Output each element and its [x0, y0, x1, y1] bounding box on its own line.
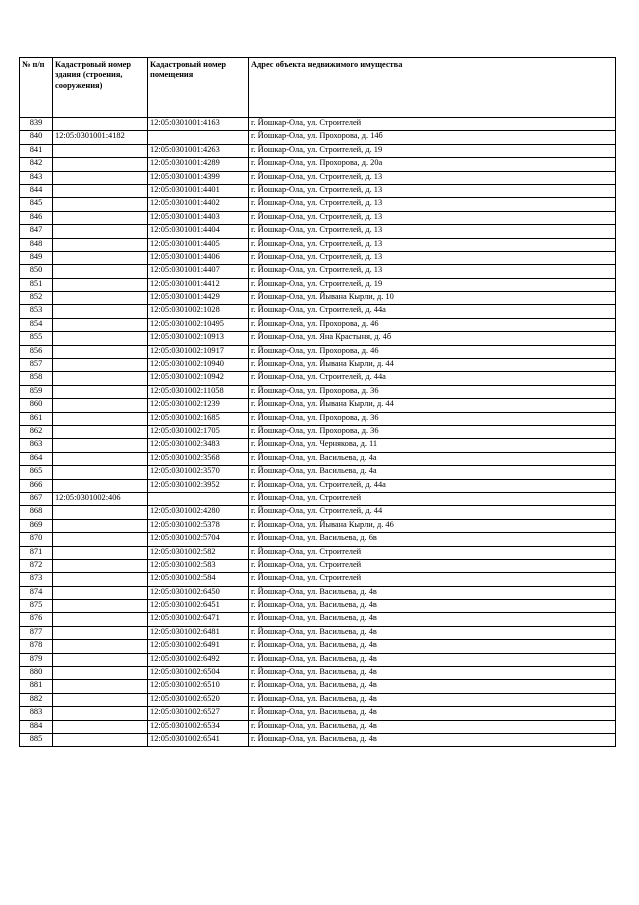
cell-number: 875 — [20, 600, 53, 613]
table-row — [20, 399, 616, 412]
cell-number: 873 — [20, 573, 53, 586]
cell-premises-cadastral: 12:05:0301002:1685 — [148, 412, 249, 425]
cell-premises-cadastral: 12:05:0301001:4401 — [148, 184, 249, 197]
table-header — [20, 58, 616, 118]
table-row — [20, 144, 616, 157]
cell-premises-cadastral: 12:05:0301002:6534 — [148, 720, 249, 733]
cell-premises-cadastral: 12:05:0301002:10940 — [148, 359, 249, 372]
cell-number: 880 — [20, 667, 53, 680]
cell-number: 842 — [20, 158, 53, 171]
cell-building-cadastral: 12:05:0301001:4182 — [53, 131, 148, 144]
cell-premises-cadastral: 12:05:0301002:582 — [148, 546, 249, 559]
header-premises-cadastral: Кадастровый номер помещения — [148, 58, 249, 118]
cell-address: г. Йошкар-Ола, ул. Строителей — [249, 559, 616, 572]
cell-building-cadastral — [53, 118, 148, 131]
cell-number: 870 — [20, 533, 53, 546]
cell-number: 846 — [20, 211, 53, 224]
table-row — [20, 506, 616, 519]
cell-address: г. Йошкар-Ола, ул. Прохорова, д. 14б — [249, 131, 616, 144]
cell-number: 840 — [20, 131, 53, 144]
cell-building-cadastral — [53, 359, 148, 372]
cell-number: 851 — [20, 278, 53, 291]
cell-premises-cadastral: 12:05:0301002:6527 — [148, 707, 249, 720]
cell-building-cadastral — [53, 667, 148, 680]
cell-premises-cadastral: 12:05:0301001:4404 — [148, 225, 249, 238]
table-row — [20, 332, 616, 345]
cell-address: г. Йошкар-Ола, ул. Строителей — [249, 546, 616, 559]
cell-number: 876 — [20, 613, 53, 626]
cell-building-cadastral — [53, 158, 148, 171]
table-row — [20, 158, 616, 171]
cell-address: г. Йошкар-Ола, ул. Йывана Кырли, д. 44 — [249, 399, 616, 412]
cell-premises-cadastral: 12:05:0301002:10913 — [148, 332, 249, 345]
cell-premises-cadastral: 12:05:0301001:4263 — [148, 144, 249, 157]
cell-premises-cadastral: 12:05:0301001:4163 — [148, 118, 249, 131]
cell-number: 858 — [20, 372, 53, 385]
cell-address: г. Йошкар-Ола, ул. Строителей, д. 44а — [249, 305, 616, 318]
cell-premises-cadastral — [148, 131, 249, 144]
cell-building-cadastral — [53, 546, 148, 559]
cell-number: 860 — [20, 399, 53, 412]
cell-address: г. Йошкар-Ола, ул. Васильева, д. 4а — [249, 452, 616, 465]
cell-number: 852 — [20, 292, 53, 305]
cell-address: г. Йошкар-Ола, ул. Строителей, д. 19 — [249, 144, 616, 157]
cell-address: г. Йошкар-Ола, ул. Прохорова, д. 36 — [249, 385, 616, 398]
cell-address: г. Йошкар-Ола, ул. Прохорова, д. 36 — [249, 425, 616, 438]
table-body — [20, 118, 616, 747]
cell-number: 853 — [20, 305, 53, 318]
cell-premises-cadastral: 12:05:0301002:6481 — [148, 626, 249, 639]
cell-address: г. Йошкар-Ола, ул. Строителей, д. 13 — [249, 225, 616, 238]
cell-building-cadastral — [53, 479, 148, 492]
cell-address: г. Йошкар-Ола, ул. Васильева, д. 4в — [249, 640, 616, 653]
cell-address: г. Йошкар-Ола, ул. Строителей — [249, 118, 616, 131]
cell-address: г. Йошкар-Ола, ул. Васильева, д. 4в — [249, 626, 616, 639]
cell-building-cadastral — [53, 345, 148, 358]
table-row — [20, 439, 616, 452]
cell-address: г. Йошкар-Ола, ул. Чернякова, д. 11 — [249, 439, 616, 452]
table-row — [20, 265, 616, 278]
cell-number: 839 — [20, 118, 53, 131]
table-row — [20, 733, 616, 746]
table-row — [20, 466, 616, 479]
cell-premises-cadastral: 12:05:0301001:4429 — [148, 292, 249, 305]
cell-number: 867 — [20, 492, 53, 505]
cell-address: г. Йошкар-Ола, ул. Строителей, д. 44а — [249, 479, 616, 492]
cell-premises-cadastral: 12:05:0301002:584 — [148, 573, 249, 586]
table-row — [20, 720, 616, 733]
table-row — [20, 492, 616, 505]
cell-building-cadastral — [53, 198, 148, 211]
cell-address: г. Йошкар-Ола, ул. Строителей, д. 13 — [249, 238, 616, 251]
cell-address: г. Йошкар-Ола, ул. Строителей, д. 19 — [249, 278, 616, 291]
property-table — [19, 57, 616, 747]
cell-number: 856 — [20, 345, 53, 358]
cell-premises-cadastral: 12:05:0301001:4399 — [148, 171, 249, 184]
cell-building-cadastral — [53, 225, 148, 238]
cell-premises-cadastral: 12:05:0301002:3483 — [148, 439, 249, 452]
cell-premises-cadastral: 12:05:0301002:3568 — [148, 452, 249, 465]
table-row — [20, 707, 616, 720]
table-row — [20, 546, 616, 559]
cell-number: 871 — [20, 546, 53, 559]
cell-number: 845 — [20, 198, 53, 211]
cell-premises-cadastral: 12:05:0301002:6450 — [148, 586, 249, 599]
cell-number: 881 — [20, 680, 53, 693]
cell-building-cadastral — [53, 251, 148, 264]
header-building-cadastral: Кадастровый номер здания (строения, сооружения) — [53, 58, 148, 118]
cell-building-cadastral — [53, 399, 148, 412]
cell-premises-cadastral: 12:05:0301002:11058 — [148, 385, 249, 398]
cell-premises-cadastral: 12:05:0301002:1028 — [148, 305, 249, 318]
cell-number: 861 — [20, 412, 53, 425]
table-row — [20, 359, 616, 372]
cell-address: г. Йошкар-Ола, ул. Васильева, д. 4в — [249, 733, 616, 746]
cell-number: 882 — [20, 693, 53, 706]
cell-building-cadastral — [53, 573, 148, 586]
cell-number: 868 — [20, 506, 53, 519]
cell-building-cadastral — [53, 613, 148, 626]
table-row — [20, 412, 616, 425]
cell-building-cadastral — [53, 332, 148, 345]
cell-address: г. Йошкар-Ола, ул. Прохорова, д. 36 — [249, 412, 616, 425]
cell-premises-cadastral: 12:05:0301001:4402 — [148, 198, 249, 211]
table-row — [20, 211, 616, 224]
cell-address: г. Йошкар-Ола, ул. Строителей, д. 13 — [249, 184, 616, 197]
cell-address: г. Йошкар-Ола, ул. Прохорова, д. 46 — [249, 345, 616, 358]
cell-number: 849 — [20, 251, 53, 264]
table-row — [20, 198, 616, 211]
cell-address: г. Йошкар-Ола, ул. Васильева, д. 4в — [249, 667, 616, 680]
cell-address: г. Йошкар-Ола, ул. Строителей, д. 13 — [249, 265, 616, 278]
cell-number: 850 — [20, 265, 53, 278]
cell-building-cadastral — [53, 265, 148, 278]
table-row — [20, 533, 616, 546]
cell-premises-cadastral: 12:05:0301002:6520 — [148, 693, 249, 706]
cell-number: 879 — [20, 653, 53, 666]
cell-building-cadastral: 12:05:0301002:406 — [53, 492, 148, 505]
cell-number: 857 — [20, 359, 53, 372]
table-row — [20, 372, 616, 385]
cell-building-cadastral — [53, 640, 148, 653]
cell-building-cadastral — [53, 425, 148, 438]
cell-building-cadastral — [53, 144, 148, 157]
cell-premises-cadastral: 12:05:0301002:3952 — [148, 479, 249, 492]
table-row — [20, 238, 616, 251]
table-row — [20, 305, 616, 318]
cell-number: 885 — [20, 733, 53, 746]
cell-building-cadastral — [53, 506, 148, 519]
table-row — [20, 251, 616, 264]
cell-address: г. Йошкар-Ола, ул. Строителей, д. 44 — [249, 506, 616, 519]
cell-premises-cadastral: 12:05:0301002:1239 — [148, 399, 249, 412]
cell-address: г. Йошкар-Ола, ул. Васильева, д. 4в — [249, 613, 616, 626]
cell-address: г. Йошкар-Ола, ул. Строителей — [249, 492, 616, 505]
cell-building-cadastral — [53, 385, 148, 398]
cell-number: 877 — [20, 626, 53, 639]
cell-building-cadastral — [53, 318, 148, 331]
cell-address: г. Йошкар-Ола, ул. Строителей, д. 13 — [249, 251, 616, 264]
cell-number: 847 — [20, 225, 53, 238]
cell-address: г. Йошкар-Ола, ул. Строителей, д. 13 — [249, 198, 616, 211]
cell-building-cadastral — [53, 733, 148, 746]
cell-building-cadastral — [53, 305, 148, 318]
cell-number: 874 — [20, 586, 53, 599]
table-row — [20, 184, 616, 197]
cell-number: 863 — [20, 439, 53, 452]
table-row — [20, 118, 616, 131]
cell-address: г. Йошкар-Ола, ул. Васильева, д. 4в — [249, 680, 616, 693]
cell-premises-cadastral: 12:05:0301002:5378 — [148, 519, 249, 532]
cell-address: г. Йошкар-Ола, ул. Строителей, д. 44а — [249, 372, 616, 385]
table-row — [20, 225, 616, 238]
cell-building-cadastral — [53, 292, 148, 305]
table-row — [20, 613, 616, 626]
cell-premises-cadastral: 12:05:0301001:4407 — [148, 265, 249, 278]
table-row — [20, 345, 616, 358]
cell-building-cadastral — [53, 586, 148, 599]
cell-premises-cadastral: 12:05:0301002:6504 — [148, 667, 249, 680]
table-row — [20, 278, 616, 291]
cell-address: г. Йошкар-Ола, ул. Васильева, д. 4в — [249, 693, 616, 706]
cell-premises-cadastral: 12:05:0301002:6510 — [148, 680, 249, 693]
cell-premises-cadastral: 12:05:0301002:10495 — [148, 318, 249, 331]
cell-building-cadastral — [53, 680, 148, 693]
cell-number: 872 — [20, 559, 53, 572]
cell-number: 854 — [20, 318, 53, 331]
header-row — [20, 58, 616, 118]
cell-address: г. Йошкар-Ола, ул. Васильева, д. 4а — [249, 466, 616, 479]
cell-building-cadastral — [53, 626, 148, 639]
cell-number: 848 — [20, 238, 53, 251]
table-row — [20, 680, 616, 693]
table-row — [20, 640, 616, 653]
table-row — [20, 452, 616, 465]
table-row — [20, 171, 616, 184]
cell-premises-cadastral: 12:05:0301001:4412 — [148, 278, 249, 291]
cell-premises-cadastral: 12:05:0301002:6491 — [148, 640, 249, 653]
table-row — [20, 519, 616, 532]
table-row — [20, 573, 616, 586]
cell-address: г. Йошкар-Ола, ул. Йывана Кырли, д. 44 — [249, 359, 616, 372]
cell-number: 865 — [20, 466, 53, 479]
cell-building-cadastral — [53, 439, 148, 452]
table-row — [20, 385, 616, 398]
cell-building-cadastral — [53, 412, 148, 425]
cell-address: г. Йошкар-Ола, ул. Васильева, д. 6в — [249, 533, 616, 546]
cell-building-cadastral — [53, 184, 148, 197]
cell-premises-cadastral: 12:05:0301002:6471 — [148, 613, 249, 626]
cell-premises-cadastral: 12:05:0301001:4405 — [148, 238, 249, 251]
cell-address: г. Йошкар-Ола, ул. Васильева, д. 4в — [249, 720, 616, 733]
cell-premises-cadastral: 12:05:0301002:583 — [148, 559, 249, 572]
cell-address: г. Йошкар-Ола, ул. Васильева, д. 4в — [249, 707, 616, 720]
cell-building-cadastral — [53, 238, 148, 251]
cell-building-cadastral — [53, 211, 148, 224]
table-row — [20, 693, 616, 706]
cell-address: г. Йошкар-Ола, ул. Васильева, д. 4в — [249, 586, 616, 599]
cell-building-cadastral — [53, 372, 148, 385]
cell-address: г. Йошкар-Ола, ул. Йывана Кырли, д. 10 — [249, 292, 616, 305]
table-row — [20, 318, 616, 331]
table-row — [20, 653, 616, 666]
cell-building-cadastral — [53, 600, 148, 613]
cell-premises-cadastral: 12:05:0301002:6492 — [148, 653, 249, 666]
table-row — [20, 131, 616, 144]
cell-building-cadastral — [53, 466, 148, 479]
cell-address: г. Йошкар-Ола, ул. Яна Крастыня, д. 4б — [249, 332, 616, 345]
cell-number: 855 — [20, 332, 53, 345]
table-row — [20, 559, 616, 572]
cell-premises-cadastral: 12:05:0301001:4289 — [148, 158, 249, 171]
cell-premises-cadastral: 12:05:0301002:6451 — [148, 600, 249, 613]
cell-premises-cadastral: 12:05:0301001:4403 — [148, 211, 249, 224]
cell-building-cadastral — [53, 452, 148, 465]
cell-address: г. Йошкар-Ола, ул. Йывана Кырли, д. 46 — [249, 519, 616, 532]
cell-number: 869 — [20, 519, 53, 532]
table-row — [20, 292, 616, 305]
cell-address: г. Йошкар-Ола, ул. Строителей — [249, 573, 616, 586]
cell-number: 859 — [20, 385, 53, 398]
cell-premises-cadastral: 12:05:0301002:10942 — [148, 372, 249, 385]
cell-number: 878 — [20, 640, 53, 653]
cell-number: 884 — [20, 720, 53, 733]
cell-address: г. Йошкар-Ола, ул. Васильева, д. 4в — [249, 653, 616, 666]
cell-building-cadastral — [53, 519, 148, 532]
cell-premises-cadastral: 12:05:0301002:1705 — [148, 425, 249, 438]
cell-number: 862 — [20, 425, 53, 438]
cell-number: 883 — [20, 707, 53, 720]
table-row — [20, 586, 616, 599]
cell-premises-cadastral: 12:05:0301001:4406 — [148, 251, 249, 264]
cell-premises-cadastral: 12:05:0301002:4280 — [148, 506, 249, 519]
cell-building-cadastral — [53, 720, 148, 733]
header-number: № п/п — [20, 58, 53, 118]
cell-number: 864 — [20, 452, 53, 465]
cell-building-cadastral — [53, 171, 148, 184]
cell-building-cadastral — [53, 693, 148, 706]
table-row — [20, 479, 616, 492]
table-row — [20, 667, 616, 680]
cell-building-cadastral — [53, 533, 148, 546]
cell-premises-cadastral — [148, 492, 249, 505]
cell-address: г. Йошкар-Ола, ул. Прохорова, д. 20а — [249, 158, 616, 171]
cell-building-cadastral — [53, 707, 148, 720]
cell-address: г. Йошкар-Ола, ул. Строителей, д. 13 — [249, 171, 616, 184]
table-row — [20, 425, 616, 438]
cell-number: 866 — [20, 479, 53, 492]
cell-building-cadastral — [53, 653, 148, 666]
cell-address: г. Йошкар-Ола, ул. Прохорова, д. 46 — [249, 318, 616, 331]
cell-number: 841 — [20, 144, 53, 157]
cell-premises-cadastral: 12:05:0301002:10917 — [148, 345, 249, 358]
header-address: Адрес объекта недвижимого имущества — [249, 58, 616, 118]
table-row — [20, 600, 616, 613]
cell-address: г. Йошкар-Ола, ул. Строителей, д. 13 — [249, 211, 616, 224]
cell-premises-cadastral: 12:05:0301002:3570 — [148, 466, 249, 479]
cell-number: 843 — [20, 171, 53, 184]
cell-building-cadastral — [53, 559, 148, 572]
cell-premises-cadastral: 12:05:0301002:6541 — [148, 733, 249, 746]
cell-address: г. Йошкар-Ола, ул. Васильева, д. 4в — [249, 600, 616, 613]
cell-building-cadastral — [53, 278, 148, 291]
table-row — [20, 626, 616, 639]
cell-premises-cadastral: 12:05:0301002:5704 — [148, 533, 249, 546]
cell-number: 844 — [20, 184, 53, 197]
